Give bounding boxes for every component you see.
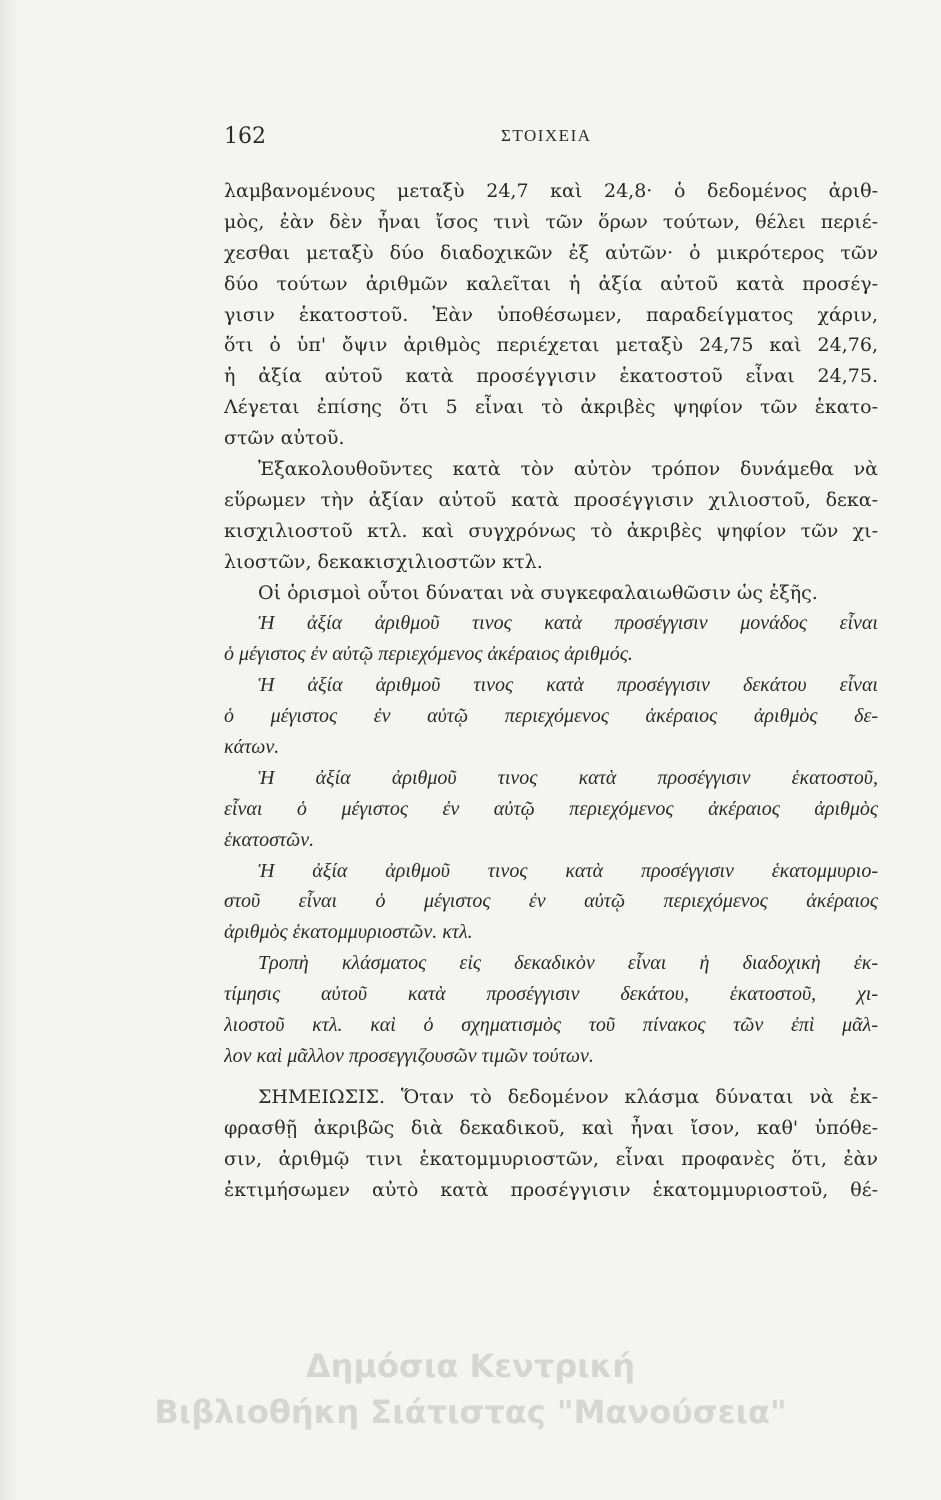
definition-start: Ἡ ἀξία ἀριθμοῦ τινος κατὰ προσέγγισιν ἑκατομμυριο- [258, 859, 878, 882]
definition-line: ὁ μέγιστος ἐν αὐτῷ περιεχόμενος ἀκέραιος ἀριθμός. [224, 643, 633, 666]
paragraph-start: Ἐξακολουθοῦντες κατὰ τὸν αὐτὸν τρόπον δυνάμεθα νὰ [258, 458, 878, 481]
text-line: δύο τούτων ἀριθμῶν καλεῖται ἡ ἀξία αὐτοῦ κατὰ προσέγ- [224, 272, 878, 295]
definition-start: Ἡ ἀξία ἀριθμοῦ τινος κατὰ προσέγγισιν μονάδος εἶναι [258, 612, 878, 635]
definition-start: Ἡ ἀξία ἀριθμοῦ τινος κατὰ προσέγγισιν δεκάτου εἶναι [258, 674, 878, 697]
paragraph-gap [224, 1072, 878, 1082]
definition-line: εἶναι ὁ μέγιστος ἐν αὐτῷ περιεχόμενος ἀκέραιος ἀριθμὸς [224, 797, 878, 820]
definition-line: λον καὶ μᾶλλον προσεγγιζουσῶν τιμῶν τούτων. [224, 1044, 594, 1067]
body-text [224, 176, 878, 1205]
definition-line: ἑκατοστῶν. [224, 828, 315, 851]
text-line: λαμβανομένους μεταξὺ 24,7 καὶ 24,8· ὁ δεδομένος ἀριθ- [224, 180, 878, 202]
definition-start: Ἡ ἀξία ἀριθμοῦ τινος κατὰ προσέγγισιν ἑκατοστοῦ, [258, 766, 878, 789]
text-line: Λέγεται ἐπίσης ὅτι 5 εἶναι τὸ ἀκριβὲς ψηφίον τῶν ἑκατο- [224, 396, 878, 419]
note-start: ΣΗΜΕΙΩΣΙΣ. Ὅταν τὸ δεδομένον κλάσμα δύναται νὰ ἐκ- [258, 1085, 878, 1108]
text-line: κισχιλιοστοῦ κτλ. καὶ συγχρόνως τὸ ἀκριβὲς ψηφίον τῶν χι- [224, 519, 878, 542]
library-watermark-line-1: Δημόσια Κεντρική [305, 1347, 636, 1385]
definition-line: λιοστοῦ κτλ. καὶ ὁ σχηματισμὸς τοῦ πίνακος τῶν ἐπὶ μᾶλ- [224, 1014, 878, 1037]
page-header [224, 124, 744, 154]
text-line: στῶν αὐτοῦ. [224, 427, 345, 450]
text-line: σιν, ἀριθμῷ τινι ἑκατομμυριοστῶν, εἶναι προφανὲς ὅτι, ἐὰν [224, 1147, 878, 1170]
definition-line: στοῦ εἶναι ὁ μέγιστος ἐν αὐτῷ περιεχόμενος ἀκέραιος [224, 890, 878, 913]
running-head: ΣΤΟΙΧΕΙΑ [501, 126, 592, 145]
library-watermark-line-2: Βιβλιοθήκη Σιάτιστας "Μανούσεια" [154, 1393, 787, 1431]
text-line: μὸς, ἐὰν δὲν ἦναι ἴσος τινὶ τῶν ὅρων τούτων, θέλει περιέ- [224, 210, 878, 233]
page-number: 162 [224, 124, 266, 149]
definition-line: ὁ μέγιστος ἐν αὐτῷ περιεχόμενος ἀκέραιος ἀριθμὸς δε- [224, 705, 878, 728]
text-line: ὅτι ὁ ὑπ' ὄψιν ἀριθμὸς περιέχεται μεταξὺ 24,75 καὶ 24,76, [224, 334, 878, 357]
definition-line: ἀριθμὸς ἑκατομμυριοστῶν. κτλ. [224, 921, 473, 944]
page-edge [0, 0, 18, 1500]
definition-line: τίμησις αὐτοῦ κατὰ προσέγγισιν δεκάτου, ἑκατοστοῦ, χι- [224, 983, 878, 1006]
text-line: γισιν ἑκατοστοῦ. Ἐὰν ὑποθέσωμεν, παραδείγματος χάριν, [224, 303, 878, 326]
text-line: εὕρωμεν τὴν ἀξίαν αὐτοῦ κατὰ προσέγγισιν χιλιοστοῦ, δεκα- [224, 488, 878, 511]
definition-line: κάτων. [224, 736, 280, 759]
text-line: λιοστῶν, δεκακισχιλιοστῶν κτλ. [224, 550, 543, 573]
text-line: ἡ ἀξία αὐτοῦ κατὰ προσέγγισιν ἑκατοστοῦ εἶναι 24,75. [224, 365, 878, 388]
definition-start: Τροπὴ κλάσματος εἰς δεκαδικὸν εἶναι ἡ διαδοχικὴ ἐκ- [258, 952, 878, 975]
paragraph-start: Οἱ ὁρισμοὶ οὗτοι δύναται νὰ συγκεφαλαιωθῶσιν ὡς ἑξῆς. [258, 581, 818, 604]
text-line: φρασθῇ ἀκριβῶς διὰ δεκαδικοῦ, καὶ ἦναι ἴσον, καθ' ὑπόθε- [224, 1116, 878, 1139]
text-line: ἐκτιμήσωμεν αὐτὸ κατὰ προσέγγισιν ἑκατομμυριοστοῦ, θέ- [224, 1178, 878, 1201]
text-line: χεσθαι μεταξὺ δύο διαδοχικῶν ἐξ αὐτῶν· ὁ μικρότερος τῶν [224, 241, 878, 264]
